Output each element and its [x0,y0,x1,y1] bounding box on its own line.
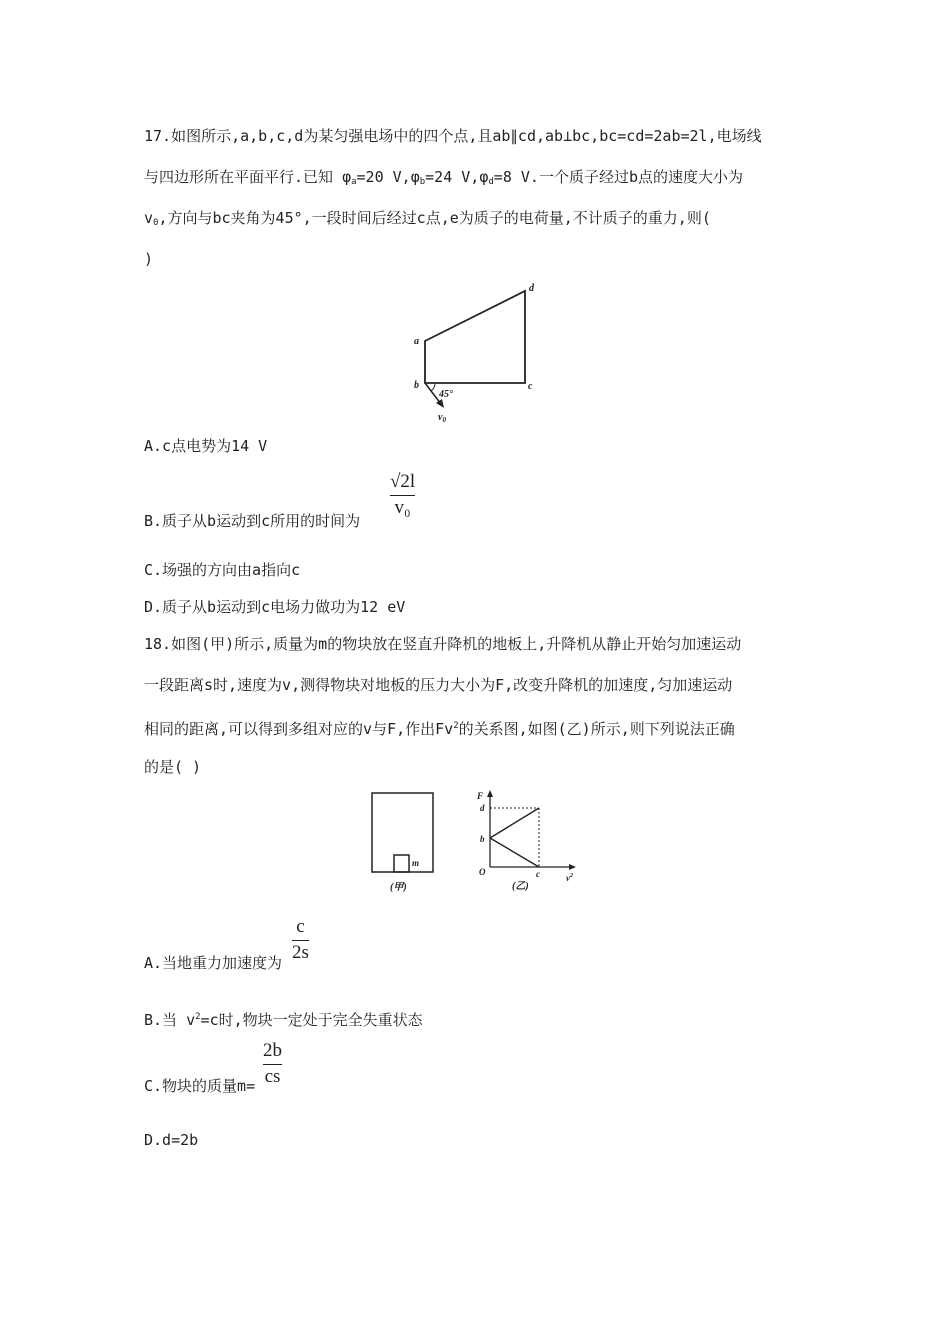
fraction-denominator: v₀ [394,497,411,518]
fraction-bar [390,495,415,496]
y-axis-arrowhead [487,790,493,797]
angle-label: 45° [439,389,453,400]
phi-d-subscript: d [488,177,494,187]
q17-line2-post: =8 V.一个质子经过b点的速度大小为 [493,168,743,186]
axis-F: F [477,791,484,801]
elevator-box [372,793,433,872]
q17-stem-line2 [144,167,743,192]
q17-line2-pre: 与四边形所在平面平行.已知 φ [144,168,352,186]
x-axis-arrowhead [569,864,576,870]
q18-figure-jia [362,786,452,896]
q17-option-b-fraction [390,472,415,518]
velocity-arrowhead [436,399,444,408]
phi-b-subscript: b [419,177,426,187]
q18-option-d: D.d=2b [144,1131,199,1149]
fraction-denominator: cs [264,1066,281,1087]
label-a: a [414,336,419,347]
velocity-v: v [438,412,443,423]
q17-option-a: A.c点电势为14 V [144,437,268,455]
line-b-to-upper [490,808,539,838]
origin-O: O [479,867,486,877]
q17-stem-line3 [144,208,711,233]
q18-line3-post: 的关系图,如图(乙)所示,则下列说法正确 [458,720,735,738]
q17-line2-mid1: =20 V,φ [356,168,420,186]
trapezoid-abcd [425,291,525,383]
angle-arc [431,383,435,391]
q17-stem-line4: ) [144,250,154,268]
q17-option-c: C.场强的方向由a指向c [144,561,301,579]
q18-option-c: C.物块的质量m= [144,1077,256,1095]
fraction-bar [292,940,309,941]
label-d-yi: d [480,803,485,813]
label-d: d [529,283,534,294]
caption-yi: (乙) [512,881,529,892]
v2-superscript: 2 [453,721,459,731]
q18-stem-line4: 的是( ) [144,758,202,776]
q18-option-c-fraction [263,1041,282,1087]
label-c: c [528,381,533,392]
q17-trapezoid-figure [405,278,555,428]
q17-option-d: D.质子从b运动到c电场力做功为12 eV [144,598,406,616]
axis-v: v [566,873,570,883]
fraction-numerator: 2b [263,1040,282,1061]
label-c-yi: c [536,869,540,879]
axis-v2 [566,873,573,883]
q17-option-b: B.质子从b运动到c所用的时间为 [144,512,361,530]
label-b-yi: b [480,834,485,844]
axis-v-sup: 2 [570,873,573,879]
velocity-label [438,412,446,424]
q17-line3-post: ,方向与bc夹角为45°,一段时间后经过c点,e为质子的电荷量,不计质子的重力,则( [158,209,711,227]
label-b: b [414,380,419,391]
fraction-numerator: c [296,916,305,937]
v0-subscript: 0 [153,218,159,228]
q18-option-a: A.当地重力加速度为 [144,954,283,972]
q18-stem-line1: 18.如图(甲)所示,质量为m的物块放在竖直升降机的地板上,升降机从静止开始匀加速运动 [144,635,742,653]
q18-stem-line3 [144,716,735,739]
q17-stem-line1: 17.如图所示,a,b,c,d为某匀强电场中的四个点,且ab∥cd,ab⊥bc,bc=cd=2ab=2l,电场线 [144,127,762,145]
q18-line3-pre: 相同的距离,可以得到多组对应的v与F,作出Fv [144,720,454,738]
q18-figure-yi [472,788,587,896]
q18-optB-post: =c时,物块一定处于完全失重状态 [200,1011,423,1029]
q17-line3-v: v [144,209,154,227]
optB-superscript: 2 [195,1012,201,1022]
phi-a-subscript: a [351,177,357,187]
q18-option-b [144,1007,423,1030]
q18-optB-pre: B.当 v [144,1011,196,1029]
fraction-numerator: √2l [390,471,416,492]
fraction-denominator: 2s [292,942,309,963]
caption-jia: (甲) [390,882,407,893]
q18-stem-line2: 一段距离s时,速度为v,测得物块对地板的压力大小为F,改变升降机的加速度,匀加速运动 [144,676,733,694]
fraction-bar [263,1064,282,1065]
q17-line2-mid2: =24 V,φ [425,168,489,186]
mass-label: m [412,858,420,868]
line-b-to-c [490,838,539,867]
velocity-sub: 0 [442,416,446,424]
q18-option-a-fraction [292,917,309,963]
block-m [394,855,409,872]
